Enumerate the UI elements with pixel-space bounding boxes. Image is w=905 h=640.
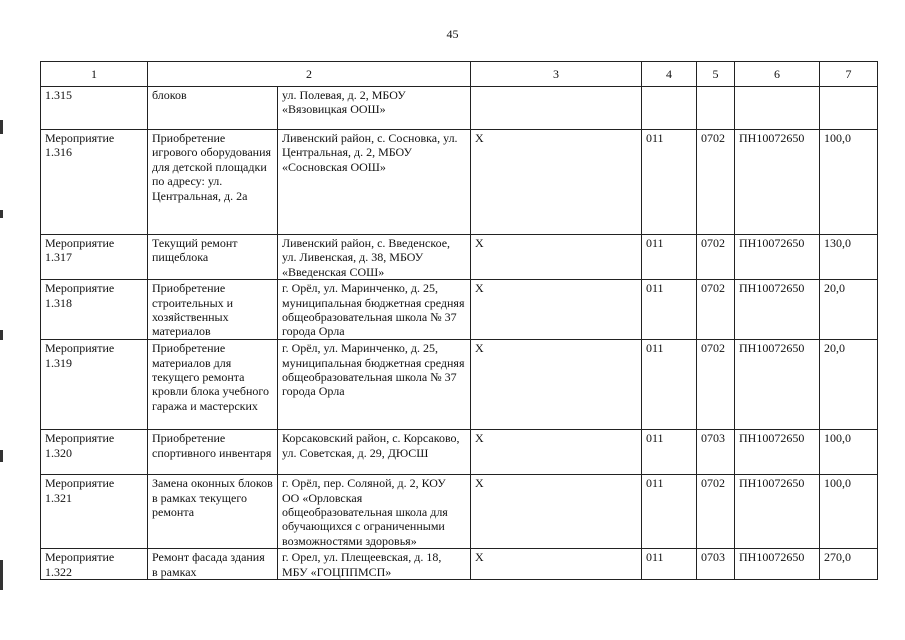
header-cell-4: 4 xyxy=(642,62,697,87)
address-cell: Ливенский район, с. Сосновка, ул. Центральная, д. 2, МБОУ «Сосновская ООШ» xyxy=(278,130,471,235)
mark-cell xyxy=(471,87,642,130)
table-row xyxy=(41,87,878,130)
table-row xyxy=(41,430,878,475)
measure-name-cell: Замена оконных блоков в рамках текущего ремонта xyxy=(148,475,278,549)
measure-id-cell: Мероприятие 1.317 xyxy=(41,235,148,280)
mark-cell: Х xyxy=(471,130,642,235)
code-cell: 011 xyxy=(642,235,697,280)
code-cell: 011 xyxy=(642,549,697,580)
mark-cell: Х xyxy=(471,340,642,430)
target-code-cell: ПН10072650 xyxy=(735,235,820,280)
section-cell: 0702 xyxy=(697,280,735,340)
measure-name-cell: Приобретение игрового оборудования для детской площадки по адресу: ул. Центральная, д. 2а xyxy=(148,130,278,235)
target-code-cell: ПН10072650 xyxy=(735,130,820,235)
header-row xyxy=(41,62,878,87)
page-number: 45 xyxy=(446,27,459,41)
measure-id-cell: Мероприятие 1.322 xyxy=(41,549,148,580)
mark-cell: Х xyxy=(471,475,642,549)
scan-edge-mark xyxy=(0,330,3,340)
measure-id-cell: Мероприятие 1.320 xyxy=(41,430,148,475)
measure-id-cell: Мероприятие 1.318 xyxy=(41,280,148,340)
section-cell: 0702 xyxy=(697,235,735,280)
mark-cell: Х xyxy=(471,430,642,475)
code-cell: 011 xyxy=(642,430,697,475)
section-cell xyxy=(697,87,735,130)
table-row xyxy=(41,130,878,235)
table-row xyxy=(41,549,878,580)
address-cell: Ливенский район, с. Введенское, ул. Ливенская, д. 38, МБОУ «Введенская СОШ» xyxy=(278,235,471,280)
header-cell-6: 6 xyxy=(735,62,820,87)
table-row xyxy=(41,340,878,430)
amount-cell: 100,0 xyxy=(820,430,878,475)
target-code-cell: ПН10072650 xyxy=(735,340,820,430)
address-cell: г. Орел, ул. Плещеевская, д. 18, МБУ «ГОЦППМСП» xyxy=(278,549,471,580)
target-code-cell: ПН10072650 xyxy=(735,475,820,549)
mark-cell: Х xyxy=(471,549,642,580)
header-cell-3: 3 xyxy=(471,62,642,87)
address-cell: ул. Полевая, д. 2, МБОУ «Вязовицкая ООШ» xyxy=(278,87,471,130)
measure-id-cell: 1.315 xyxy=(41,87,148,130)
header-cell-2: 2 xyxy=(148,62,471,87)
target-code-cell xyxy=(735,87,820,130)
target-code-cell: ПН10072650 xyxy=(735,430,820,475)
table-row xyxy=(41,235,878,280)
amount-cell: 20,0 xyxy=(820,340,878,430)
section-cell: 0702 xyxy=(697,130,735,235)
target-code-cell: ПН10072650 xyxy=(735,280,820,340)
code-cell: 011 xyxy=(642,475,697,549)
scan-edge-mark xyxy=(0,210,3,218)
section-cell: 0702 xyxy=(697,340,735,430)
header-cell-5: 5 xyxy=(697,62,735,87)
measure-id-cell: Мероприятие 1.319 xyxy=(41,340,148,430)
amount-cell: 130,0 xyxy=(820,235,878,280)
scan-edge-mark xyxy=(0,120,3,134)
table-row xyxy=(41,475,878,549)
code-cell xyxy=(642,87,697,130)
amount-cell: 100,0 xyxy=(820,475,878,549)
table-row xyxy=(41,280,878,340)
measure-name-cell: Приобретение спортивного инвентаря xyxy=(148,430,278,475)
code-cell: 011 xyxy=(642,130,697,235)
code-cell: 011 xyxy=(642,280,697,340)
section-cell: 0702 xyxy=(697,475,735,549)
measure-name-cell: Приобретение материалов для текущего ремонта кровли блока учебного гаража и мастерских xyxy=(148,340,278,430)
amount-cell: 20,0 xyxy=(820,280,878,340)
code-cell: 011 xyxy=(642,340,697,430)
address-cell: г. Орёл, пер. Соляной, д. 2, КОУ ОО «Орловская общеобразовательная школа для обучающихся с ограниченными возможностями здоровья» xyxy=(278,475,471,549)
section-cell: 0703 xyxy=(697,549,735,580)
measure-name-cell: Ремонт фасада здания в рамках xyxy=(148,549,278,580)
amount-cell: 270,0 xyxy=(820,549,878,580)
mark-cell: Х xyxy=(471,235,642,280)
amount-cell xyxy=(820,87,878,130)
mark-cell: Х xyxy=(471,280,642,340)
budget-table xyxy=(40,61,878,580)
header-cell-7: 7 xyxy=(820,62,878,87)
amount-cell: 100,0 xyxy=(820,130,878,235)
address-cell: Корсаковский район, с. Корсаково, ул. Советская, д. 29, ДЮСШ xyxy=(278,430,471,475)
measure-id-cell: Мероприятие 1.316 xyxy=(41,130,148,235)
address-cell: г. Орёл, ул. Маринченко, д. 25, муниципальная бюджетная средняя общеобразовательная школа № 37 города Орла xyxy=(278,280,471,340)
scan-edge-mark xyxy=(0,450,3,462)
address-cell: г. Орёл, ул. Маринченко, д. 25, муниципальная бюджетная средняя общеобразовательная школа № 37 города Орла xyxy=(278,340,471,430)
scan-edge-mark xyxy=(0,560,3,590)
target-code-cell: ПН10072650 xyxy=(735,549,820,580)
measure-name-cell: Приобретение строительных и хозяйственных материалов xyxy=(148,280,278,340)
measure-name-cell: блоков xyxy=(148,87,278,130)
header-cell-1: 1 xyxy=(41,62,148,87)
measure-name-cell: Текущий ремонт пищеблока xyxy=(148,235,278,280)
measure-id-cell: Мероприятие 1.321 xyxy=(41,475,148,549)
section-cell: 0703 xyxy=(697,430,735,475)
